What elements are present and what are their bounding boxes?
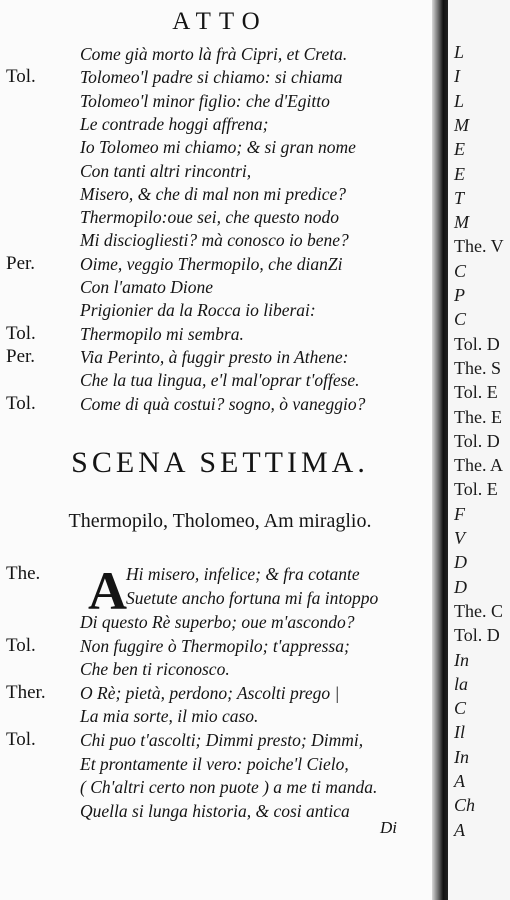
- verse-line: [0, 228, 432, 252]
- verse-text: Con tanti altri rincontri,: [80, 160, 252, 181]
- facing-line-fragment: Tol. D: [454, 430, 500, 451]
- facing-line-fragment: I: [454, 66, 460, 87]
- verse-line: [0, 704, 432, 728]
- facing-line-fragment: T: [454, 187, 465, 208]
- catchword: Di: [380, 818, 397, 837]
- verse-line: [0, 610, 432, 634]
- facing-line-fragment: A: [454, 771, 465, 791]
- verse-line: [0, 799, 432, 823]
- facing-line-fragment: V: [454, 528, 465, 548]
- verse-text: Hi misero, infelice; & fra cotante: [126, 564, 360, 584]
- facing-line-fragment: Tol. D: [454, 333, 500, 354]
- speaker-label: Ther.: [6, 681, 46, 703]
- verse-line: [0, 752, 432, 776]
- verse-text: Che la tua lingua, e'l mal'oprar t'offese.: [80, 370, 360, 391]
- verse-line: [0, 275, 432, 299]
- facing-line-fragment: The. C: [454, 600, 503, 621]
- verse-line: [0, 775, 432, 799]
- facing-line-fragment: E: [454, 139, 465, 160]
- speaker-label: Tol.: [6, 66, 36, 88]
- facing-line-fragment: Tol. D: [454, 625, 500, 646]
- verse-text: Oime, veggio Thermopilo, che dianZi: [80, 253, 343, 274]
- facing-line-fragment: M: [454, 114, 469, 135]
- facing-line-fragment: C: [454, 260, 467, 281]
- verse-line: [0, 252, 432, 276]
- verse-line: [0, 368, 432, 392]
- facing-line-fragment: C: [454, 698, 467, 719]
- verse-line: [0, 657, 432, 681]
- verse-text: Thermopilo:oue sei, che questo nodo: [80, 207, 340, 228]
- verse-line: [0, 205, 432, 229]
- verse-text: ( Ch'altri certo non puote ) a me ti manda.: [80, 777, 378, 798]
- verse-text: Con l'amato Dione: [80, 277, 214, 297]
- verse-text: Le contrade hoggi affrena;: [80, 113, 269, 134]
- verse-text: Via Perinto, à fuggir presto in Athene:: [80, 346, 349, 367]
- speaker-label: Tol.: [6, 322, 36, 344]
- verse-text: Mi disciogliesti? mà conosco io bene?: [80, 230, 349, 251]
- facing-line-fragment: The. A: [454, 455, 503, 476]
- facing-line-fragment: D: [454, 552, 467, 573]
- verse-text: Quella si lunga historia, & cosi antica: [80, 800, 350, 821]
- facing-line-fragment: P: [454, 285, 465, 305]
- verse-text: Tolomeo'l padre si chiamo: si chiama: [80, 67, 343, 88]
- verse-line: [0, 42, 432, 66]
- speaker-label: Per.: [6, 345, 36, 367]
- verse-line: [0, 392, 432, 416]
- verse-text: Et prontamente il vero: poiche'l Cielo,: [80, 753, 349, 774]
- facing-line-fragment: In: [454, 746, 469, 767]
- verse-text: Misero, & che di mal non mi predice?: [80, 183, 347, 204]
- facing-line-fragment: The. S: [454, 357, 501, 378]
- verse-line: [0, 322, 432, 346]
- running-header: ATTO: [172, 8, 268, 35]
- speaker-label: Tol.: [6, 729, 36, 750]
- verse-line: [0, 182, 432, 206]
- verse-line: [0, 681, 432, 705]
- facing-line-fragment: la: [454, 673, 469, 694]
- verse-line: [0, 298, 432, 322]
- verse-text: Io Tolomeo mi chiamo; & si gran nome: [80, 137, 356, 158]
- verse-text: Di questo Rè superbo; oue m'ascondo?: [80, 612, 355, 632]
- verse-text: Come di quà costui? sogno, ò vaneggio?: [80, 393, 366, 414]
- verse-line-first: [0, 562, 432, 586]
- facing-line-fragment: C: [454, 309, 467, 330]
- facing-line-fragment: The. E: [454, 406, 502, 427]
- facing-line-fragment: Tol. E: [454, 382, 498, 403]
- facing-line-fragment: Tol. E: [454, 479, 498, 500]
- facing-line-fragment: Ch: [454, 795, 476, 816]
- facing-line-fragment: The. V: [454, 236, 504, 257]
- facing-page-edge: [448, 0, 510, 900]
- cast-list: Thermopilo, Tholomeo, Am miraglio.: [68, 510, 372, 532]
- verse-text: Non fuggire ò Thermopilo; t'appressa;: [80, 635, 350, 656]
- verse-line: [0, 89, 432, 113]
- verse-text: Prigionier da la Rocca io liberai:: [80, 300, 316, 321]
- facing-line-fragment: F: [454, 503, 465, 524]
- verse-line-second: [0, 586, 432, 610]
- verse-text: Chi puo t'ascolti; Dimmi presto; Dimmi,: [80, 730, 364, 750]
- verse-text: Che ben ti riconosco.: [80, 659, 230, 680]
- facing-line-fragment: L: [454, 42, 465, 62]
- facing-line-fragment: In: [454, 649, 469, 670]
- drop-cap: A: [88, 561, 127, 621]
- facing-line-fragment: Il: [454, 722, 465, 743]
- verse-line: [0, 112, 432, 136]
- verse-text: Tolomeo'l minor figlio: che d'Egitto: [80, 90, 330, 111]
- verse-line: [0, 728, 432, 752]
- facing-line-fragment: D: [454, 576, 467, 597]
- speaker-label: Tol.: [6, 392, 36, 414]
- verse-text: Come già morto là frà Cipri, et Creta.: [80, 44, 348, 64]
- facing-line-fragment: A: [454, 819, 465, 840]
- speaker-label: Per.: [6, 252, 36, 274]
- facing-line-fragment: E: [454, 163, 465, 184]
- speaker-label: The.: [6, 563, 41, 584]
- verse-text: Thermopilo mi sembra.: [80, 323, 244, 344]
- speaker-label: Tol.: [6, 634, 36, 656]
- facing-line-fragment: L: [454, 90, 465, 111]
- verse-line: [0, 345, 432, 369]
- verse-text: La mia sorte, il mio caso.: [80, 706, 259, 727]
- verse-line: [0, 634, 432, 658]
- verse-line: [0, 135, 432, 159]
- book-gutter: [432, 0, 448, 900]
- verse-line: [0, 159, 432, 183]
- facing-line-fragment: M: [454, 212, 469, 233]
- verse-line: [0, 65, 432, 89]
- verse-text: O Rè; pietà, perdono; Ascolti prego |: [80, 682, 340, 703]
- scene-title: SCENA SETTIMA.: [71, 446, 369, 479]
- verse-text: Suetute ancho fortuna mi fa intoppo: [126, 588, 379, 608]
